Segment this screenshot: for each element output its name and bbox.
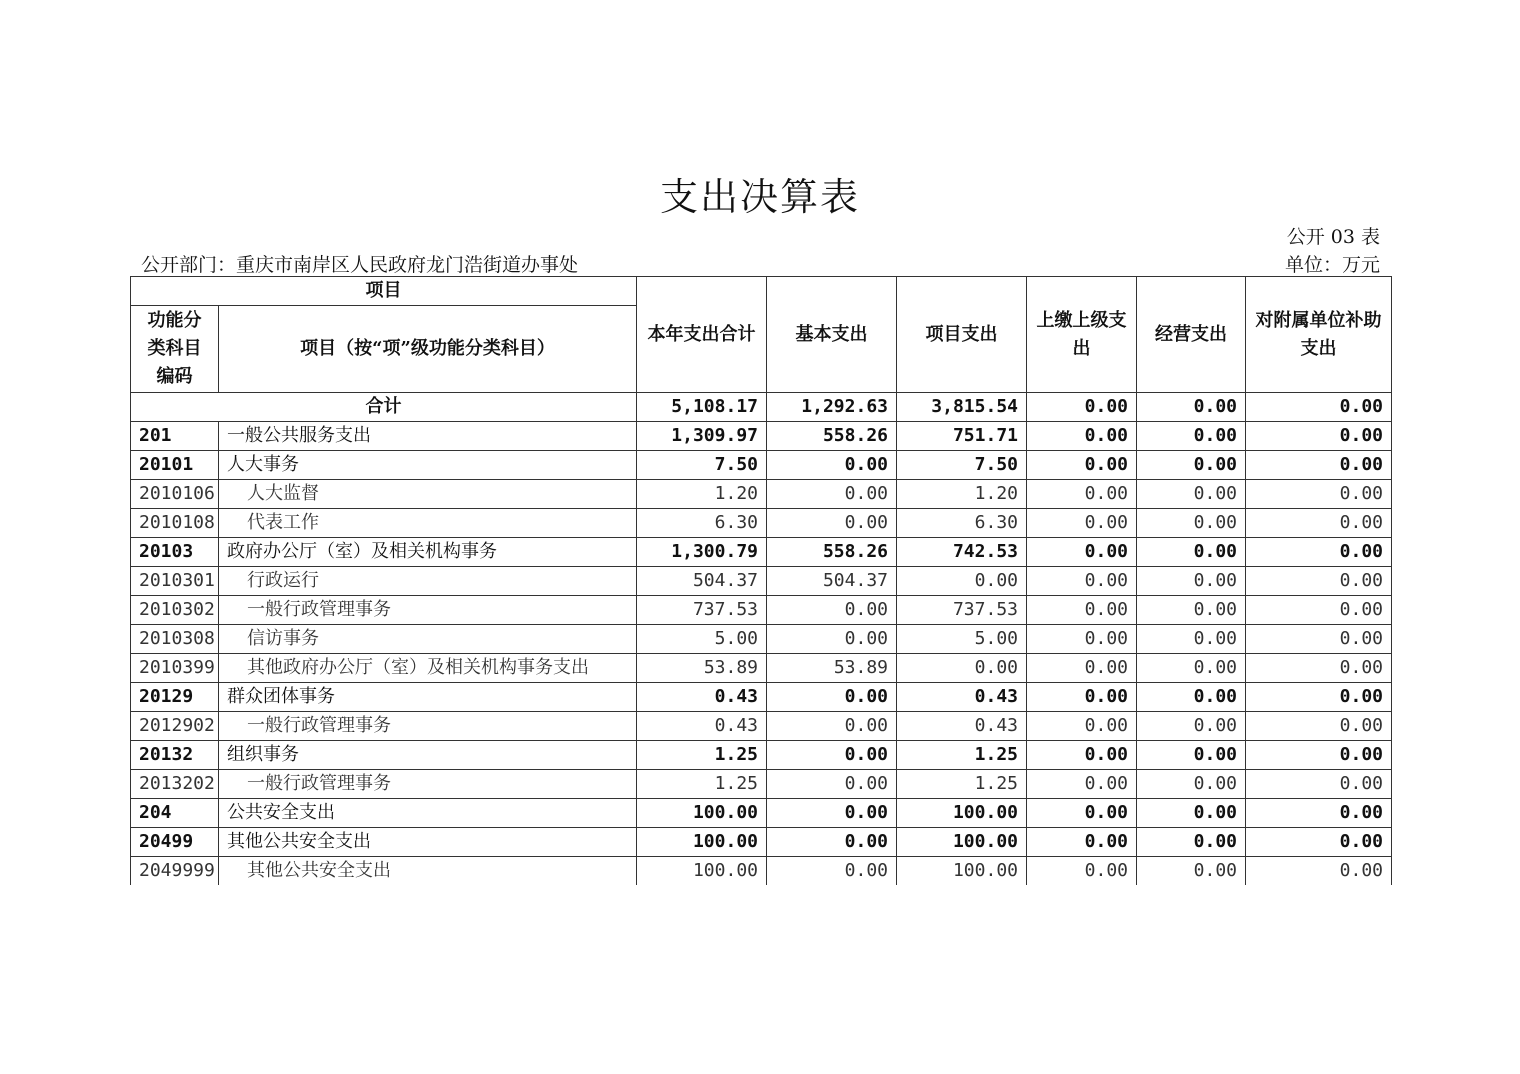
row-code: 2013202 [131, 770, 219, 799]
row-value: 0.00 [1027, 799, 1137, 828]
row-code: 2010301 [131, 567, 219, 596]
row-value: 0.00 [1246, 567, 1392, 596]
row-value: 0.00 [1246, 480, 1392, 509]
row-code: 20129 [131, 683, 219, 712]
row-value: 0.00 [767, 625, 897, 654]
row-value: 0.43 [637, 712, 767, 741]
row-value: 1.20 [637, 480, 767, 509]
page-title: 支出决算表 [659, 175, 860, 219]
row-value: 0.00 [1137, 741, 1246, 770]
row-name: 公共安全支出 [219, 799, 637, 828]
row-value: 0.00 [1027, 625, 1137, 654]
row-name: 群众团体事务 [219, 683, 637, 712]
row-value: 737.53 [897, 596, 1027, 625]
table-row [131, 451, 1392, 480]
row-value: 0.00 [767, 828, 897, 857]
row-value: 100.00 [637, 828, 767, 857]
total-cell: 0.00 [1027, 393, 1137, 422]
row-value: 7.50 [637, 451, 767, 480]
row-value: 100.00 [897, 857, 1027, 886]
table-row [131, 654, 1392, 683]
row-value: 0.00 [1027, 451, 1137, 480]
table-row [131, 799, 1392, 828]
header-basic: 基本支出 [767, 277, 897, 393]
row-value: 0.00 [1246, 741, 1392, 770]
row-name: 人大监督 [219, 480, 637, 509]
row-value: 1.25 [897, 770, 1027, 799]
row-code: 2010106 [131, 480, 219, 509]
row-value: 0.00 [1137, 683, 1246, 712]
row-value: 100.00 [897, 799, 1027, 828]
total-cell: 0.00 [1246, 393, 1392, 422]
header-project-expense: 项目支出 [897, 277, 1027, 393]
row-code: 20132 [131, 741, 219, 770]
row-value: 0.00 [767, 480, 897, 509]
department-label: 公开部门：重庆市南岸区人民政府龙门浩街道办事处 [141, 254, 579, 276]
row-value: 0.00 [767, 770, 897, 799]
table-row [131, 422, 1392, 451]
row-code: 20101 [131, 451, 219, 480]
row-value: 0.00 [767, 712, 897, 741]
row-name: 人大事务 [219, 451, 637, 480]
row-value: 558.26 [767, 538, 897, 567]
row-code: 2010399 [131, 654, 219, 683]
row-name: 组织事务 [219, 741, 637, 770]
row-code: 204 [131, 799, 219, 828]
row-value: 0.00 [1246, 422, 1392, 451]
row-value: 0.00 [1027, 538, 1137, 567]
table-row [131, 741, 1392, 770]
table-row [131, 712, 1392, 741]
row-value: 0.00 [1027, 770, 1137, 799]
row-value: 0.00 [1137, 422, 1246, 451]
row-value: 0.00 [767, 857, 897, 886]
row-value: 0.00 [1137, 538, 1246, 567]
row-value: 6.30 [897, 509, 1027, 538]
row-value: 504.37 [637, 567, 767, 596]
row-value: 1.20 [897, 480, 1027, 509]
row-value: 0.00 [1027, 567, 1137, 596]
header-name: 项目（按“项”级功能分类科目） [219, 306, 637, 393]
row-value: 0.00 [1137, 857, 1246, 886]
row-value: 7.50 [897, 451, 1027, 480]
row-value: 0.00 [767, 451, 897, 480]
row-value: 0.00 [1027, 683, 1137, 712]
row-value: 742.53 [897, 538, 1027, 567]
row-value: 0.00 [1246, 538, 1392, 567]
row-value: 100.00 [897, 828, 1027, 857]
row-code: 2012902 [131, 712, 219, 741]
row-value: 5.00 [637, 625, 767, 654]
row-value: 0.00 [1246, 712, 1392, 741]
table-body [131, 393, 1392, 886]
row-value: 53.89 [767, 654, 897, 683]
row-value: 0.00 [1027, 712, 1137, 741]
row-value: 0.00 [1246, 799, 1392, 828]
row-value: 0.00 [1246, 625, 1392, 654]
row-value: 0.00 [1027, 828, 1137, 857]
row-name: 一般行政管理事务 [219, 712, 637, 741]
row-value: 558.26 [767, 422, 897, 451]
row-code: 20499 [131, 828, 219, 857]
row-name: 一般行政管理事务 [219, 596, 637, 625]
row-value: 0.43 [897, 712, 1027, 741]
table-row [131, 770, 1392, 799]
row-name: 政府办公厅（室）及相关机构事务 [219, 538, 637, 567]
row-code: 2049999 [131, 857, 219, 886]
row-name: 一般行政管理事务 [219, 770, 637, 799]
table-row [131, 567, 1392, 596]
row-value: 0.00 [1137, 596, 1246, 625]
row-name: 信访事务 [219, 625, 637, 654]
row-value: 0.00 [767, 683, 897, 712]
row-value: 0.00 [1246, 683, 1392, 712]
row-value: 1.25 [637, 770, 767, 799]
row-value: 0.00 [1137, 451, 1246, 480]
row-value: 0.00 [1137, 770, 1246, 799]
row-name: 行政运行 [219, 567, 637, 596]
row-value: 0.00 [1137, 480, 1246, 509]
row-value: 0.00 [1137, 654, 1246, 683]
header-subsidy: 对附属单位补助支出 [1246, 277, 1392, 393]
row-code: 2010308 [131, 625, 219, 654]
header-total: 本年支出合计 [637, 277, 767, 393]
total-cell: 0.00 [1137, 393, 1246, 422]
total-cell: 1,292.63 [767, 393, 897, 422]
row-value: 0.00 [767, 509, 897, 538]
row-code: 20103 [131, 538, 219, 567]
header-code: 功能分类科目编码 [131, 306, 219, 393]
table-row [131, 857, 1392, 886]
row-value: 504.37 [767, 567, 897, 596]
row-value: 1,309.97 [637, 422, 767, 451]
row-value: 0.00 [1246, 654, 1392, 683]
row-value: 0.00 [1137, 799, 1246, 828]
row-value: 0.00 [1246, 596, 1392, 625]
row-value: 0.00 [767, 596, 897, 625]
row-code: 2010108 [131, 509, 219, 538]
row-value: 1,300.79 [637, 538, 767, 567]
row-name: 其他公共安全支出 [219, 828, 637, 857]
row-value: 0.43 [897, 683, 1027, 712]
header-project: 项目 [131, 277, 637, 306]
row-name: 代表工作 [219, 509, 637, 538]
form-number: 公开 03 表 [1286, 226, 1380, 248]
row-value: 737.53 [637, 596, 767, 625]
table-row [131, 596, 1392, 625]
row-value: 6.30 [637, 509, 767, 538]
header-business: 经营支出 [1137, 277, 1246, 393]
total-cell: 5,108.17 [637, 393, 767, 422]
row-value: 0.00 [1137, 567, 1246, 596]
row-value: 0.00 [1137, 712, 1246, 741]
row-value: 0.00 [1027, 422, 1137, 451]
row-value: 100.00 [637, 857, 767, 886]
row-value: 5.00 [897, 625, 1027, 654]
table-row [131, 828, 1392, 857]
row-value: 751.71 [897, 422, 1027, 451]
table-row [131, 509, 1392, 538]
row-value: 0.00 [1137, 625, 1246, 654]
expenditure-table [130, 276, 1392, 885]
row-code: 2010302 [131, 596, 219, 625]
row-value: 0.00 [1246, 451, 1392, 480]
row-name: 一般公共服务支出 [219, 422, 637, 451]
total-label: 合计 [131, 393, 637, 422]
row-value: 1.25 [637, 741, 767, 770]
row-value: 0.00 [767, 799, 897, 828]
row-value: 0.00 [1246, 857, 1392, 886]
row-name: 其他政府办公厅（室）及相关机构事务支出 [219, 654, 637, 683]
row-value: 0.00 [897, 654, 1027, 683]
row-value: 0.43 [637, 683, 767, 712]
row-value: 0.00 [1246, 509, 1392, 538]
row-value: 0.00 [767, 741, 897, 770]
row-value: 0.00 [1027, 741, 1137, 770]
unit-label: 单位：万元 [1284, 254, 1380, 276]
row-value: 0.00 [1246, 828, 1392, 857]
row-value: 53.89 [637, 654, 767, 683]
row-value: 0.00 [897, 567, 1027, 596]
row-value: 0.00 [1027, 509, 1137, 538]
table-row [131, 683, 1392, 712]
row-value: 0.00 [1027, 596, 1137, 625]
row-name: 其他公共安全支出 [219, 857, 637, 886]
row-value: 0.00 [1246, 770, 1392, 799]
total-row [131, 393, 1392, 422]
row-value: 100.00 [637, 799, 767, 828]
row-value: 1.25 [897, 741, 1027, 770]
table-row [131, 538, 1392, 567]
row-value: 0.00 [1137, 828, 1246, 857]
table-row [131, 480, 1392, 509]
header-upper: 上缴上级支出 [1027, 277, 1137, 393]
total-cell: 3,815.54 [897, 393, 1027, 422]
row-value: 0.00 [1137, 509, 1246, 538]
row-value: 0.00 [1027, 480, 1137, 509]
table-row [131, 625, 1392, 654]
row-value: 0.00 [1027, 857, 1137, 886]
row-code: 201 [131, 422, 219, 451]
row-value: 0.00 [1027, 654, 1137, 683]
